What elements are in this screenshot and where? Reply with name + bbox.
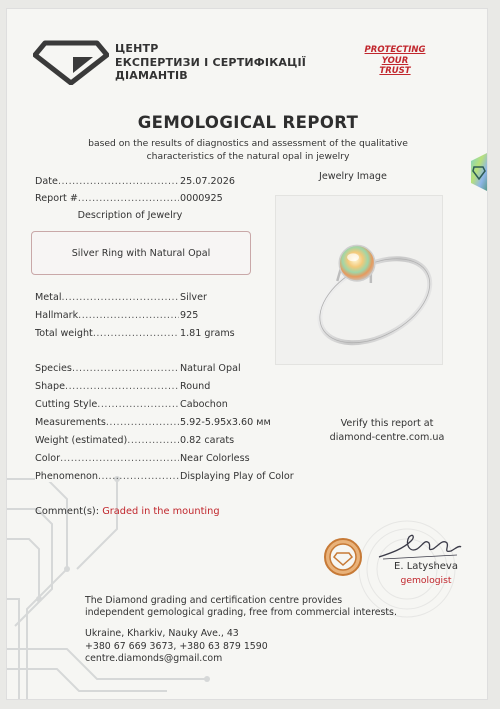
phenomenon-label: Phenomenon — [35, 471, 98, 482]
weight-label: Weight (estimated) — [35, 435, 128, 446]
date-label: Date — [35, 176, 58, 187]
description-heading: Description of Jewelry — [77, 210, 183, 221]
footer-contacts — [85, 628, 397, 665]
subtitle-line: based on the results of diagnostics and assessment of the qualitative — [88, 138, 408, 149]
measurements-label: Measurements — [35, 417, 106, 428]
metal-label: Metal — [35, 292, 62, 303]
weight-value: 0.82 carats — [180, 435, 235, 446]
species-value: Natural Opal — [180, 363, 241, 374]
org-name-line: ЦЕНТР — [115, 42, 159, 55]
comments-label: Comment(s): — [35, 506, 100, 517]
signer-name: E. Latysheva — [394, 561, 458, 572]
slogan-line: PROTECTING — [364, 45, 426, 55]
footer-about-line: independent gemological grading, free from commercial interests. — [85, 607, 397, 619]
description-box — [31, 231, 251, 275]
measurements-value: 5.92-5.95x3.60 мм — [180, 417, 271, 428]
hallmark-label: Hallmark — [35, 310, 79, 321]
color-label: Color — [35, 453, 61, 464]
report-number-value: 0000925 — [180, 193, 223, 204]
description-text: Silver Ring with Natural Opal — [71, 247, 211, 259]
slogan-line: TRUST — [379, 66, 411, 76]
footer-about-line: The Diamond grading and certification centre provides — [85, 595, 343, 606]
metal-value: Silver — [180, 292, 207, 303]
hallmark-value: 925 — [180, 310, 199, 321]
report-subtitle — [47, 137, 449, 163]
report-title: GEMOLOGICAL REPORT — [137, 113, 359, 132]
cutting-style-label: Cutting Style — [35, 399, 98, 410]
footer-email[interactable]: centre.diamonds@gmail.com — [85, 652, 223, 664]
signature — [373, 529, 463, 565]
cutting-style-value: Cabochon — [180, 399, 228, 410]
organization-name — [115, 42, 306, 83]
comments-value: Graded in the mounting — [102, 506, 220, 517]
report-sheet — [6, 8, 488, 700]
verify-block — [307, 417, 467, 445]
color-value: Near Colorless — [180, 453, 250, 464]
footer-phones: +380 67 669 3673, +380 63 879 1590 — [85, 640, 268, 652]
report-number-label: Report # — [35, 193, 78, 204]
signer-block — [391, 561, 461, 586]
total-weight-label: Total weight — [35, 328, 93, 339]
org-name-line: ДІАМАНТІВ — [115, 69, 188, 82]
shape-label: Shape — [35, 381, 66, 392]
footer-about — [85, 595, 397, 619]
phenomenon-value: Displaying Play of Color — [180, 471, 294, 482]
jewelry-image-label: Jewelry Image — [319, 171, 387, 182]
signer-title: gemologist — [400, 575, 452, 586]
subtitle-line: characteristics of the natural opal in jewelry — [146, 151, 350, 162]
comments — [35, 506, 220, 517]
date-value: 25.07.2026 — [180, 176, 235, 187]
slogan-line: YOUR — [381, 55, 409, 66]
total-weight-value: 1.81 grams — [180, 328, 235, 339]
ring-photo — [275, 195, 443, 365]
certification-stamp-icon — [323, 537, 363, 577]
footer — [85, 595, 397, 665]
verify-text: Verify this report at — [340, 418, 434, 429]
hologram-sticker-icon — [465, 153, 487, 191]
diamond-logo-icon — [33, 39, 109, 85]
shape-value: Round — [180, 381, 211, 392]
footer-address: Ukraine, Kharkiv, Nauky Ave., 43 — [85, 628, 239, 640]
org-name-line: ЕКСПЕРТИЗИ І СЕРТИФІКАЦІЇ — [115, 55, 307, 69]
verify-link[interactable]: diamond-centre.com.ua — [329, 432, 445, 443]
slogan — [349, 45, 441, 77]
species-label: Species — [35, 363, 72, 374]
